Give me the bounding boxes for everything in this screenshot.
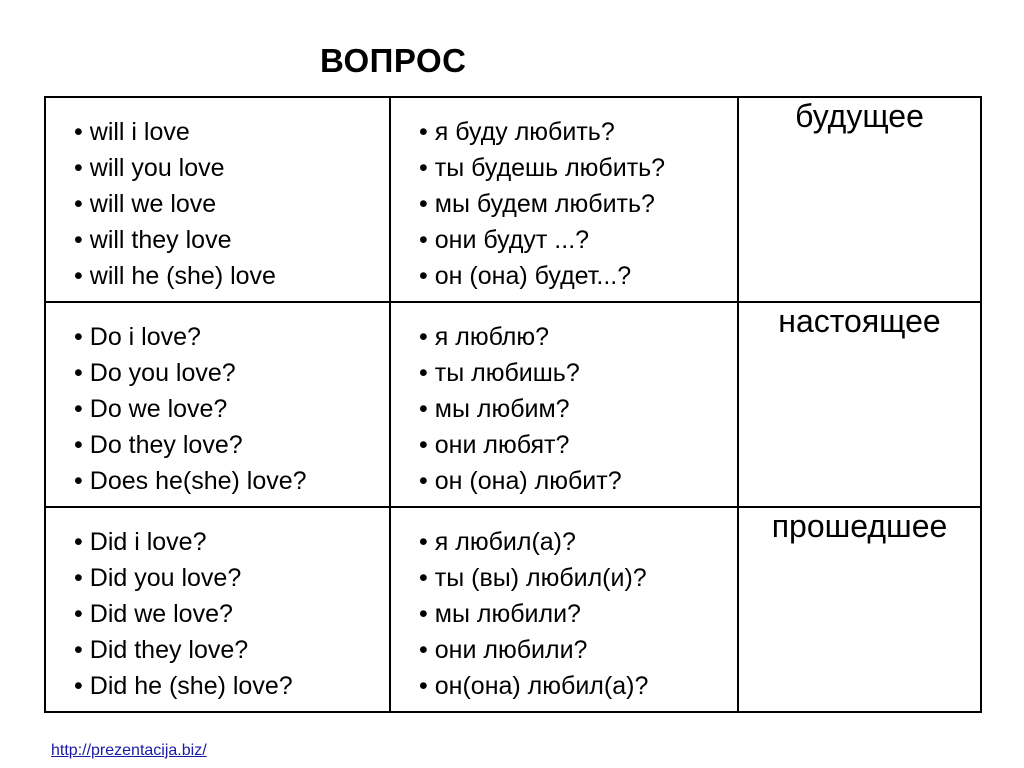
tense-cell: [738, 507, 981, 712]
list-item: • will they love: [74, 222, 389, 258]
tense-cell: [738, 302, 981, 507]
russian-list: [391, 303, 737, 499]
russian-list: [391, 98, 737, 294]
source-link[interactable]: http://prezentacija.biz/: [51, 742, 207, 759]
list-item: • мы будем любить?: [419, 186, 737, 222]
list-item: • он (она) будет...?: [419, 258, 737, 294]
list-item: • он(она) любил(а)?: [419, 668, 737, 704]
list-item: • они любят?: [419, 427, 737, 463]
list-item: • они любили?: [419, 632, 737, 668]
list-item: • Do i love?: [74, 319, 389, 355]
list-item: • они будут ...?: [419, 222, 737, 258]
list-item: • Did they love?: [74, 632, 389, 668]
table-row-past: [45, 507, 981, 712]
slide-title: ВОПРОС: [320, 42, 467, 79]
english-cell: [45, 97, 390, 302]
tense-cell: [738, 97, 981, 302]
list-item: • ты любишь?: [419, 355, 737, 391]
list-item: • will you love: [74, 150, 389, 186]
list-item: • Did we love?: [74, 596, 389, 632]
list-item: • я люблю?: [419, 319, 737, 355]
list-item: • will we love: [74, 186, 389, 222]
table-row-future: [45, 97, 981, 302]
list-item: • мы любили?: [419, 596, 737, 632]
list-item: • Do we love?: [74, 391, 389, 427]
russian-cell: [390, 302, 738, 507]
list-item: • ты будешь любить?: [419, 150, 737, 186]
list-item: • will i love: [74, 114, 389, 150]
question-forms-table: [44, 96, 982, 713]
tense-label: настоящее: [778, 303, 941, 339]
list-item: • он (она) любит?: [419, 463, 737, 499]
list-item: • я буду любить?: [419, 114, 737, 150]
english-list: [46, 303, 389, 499]
russian-cell: [390, 507, 738, 712]
list-item: • Do they love?: [74, 427, 389, 463]
english-list: [46, 98, 389, 294]
list-item: • я любил(а)?: [419, 524, 737, 560]
list-item: • Did i love?: [74, 524, 389, 560]
tense-label: будущее: [795, 98, 924, 134]
russian-cell: [390, 97, 738, 302]
list-item: • Did he (she) love?: [74, 668, 389, 704]
english-list: [46, 508, 389, 704]
list-item: • Do you love?: [74, 355, 389, 391]
russian-list: [391, 508, 737, 704]
list-item: • ты (вы) любил(и)?: [419, 560, 737, 596]
tense-label: прошедшее: [771, 508, 948, 544]
english-cell: [45, 507, 390, 712]
list-item: • мы любим?: [419, 391, 737, 427]
english-cell: [45, 302, 390, 507]
list-item: • Did you love?: [74, 560, 389, 596]
list-item: • Does he(she) love?: [74, 463, 389, 499]
table-row-present: [45, 302, 981, 507]
list-item: • will he (she) love: [74, 258, 389, 294]
